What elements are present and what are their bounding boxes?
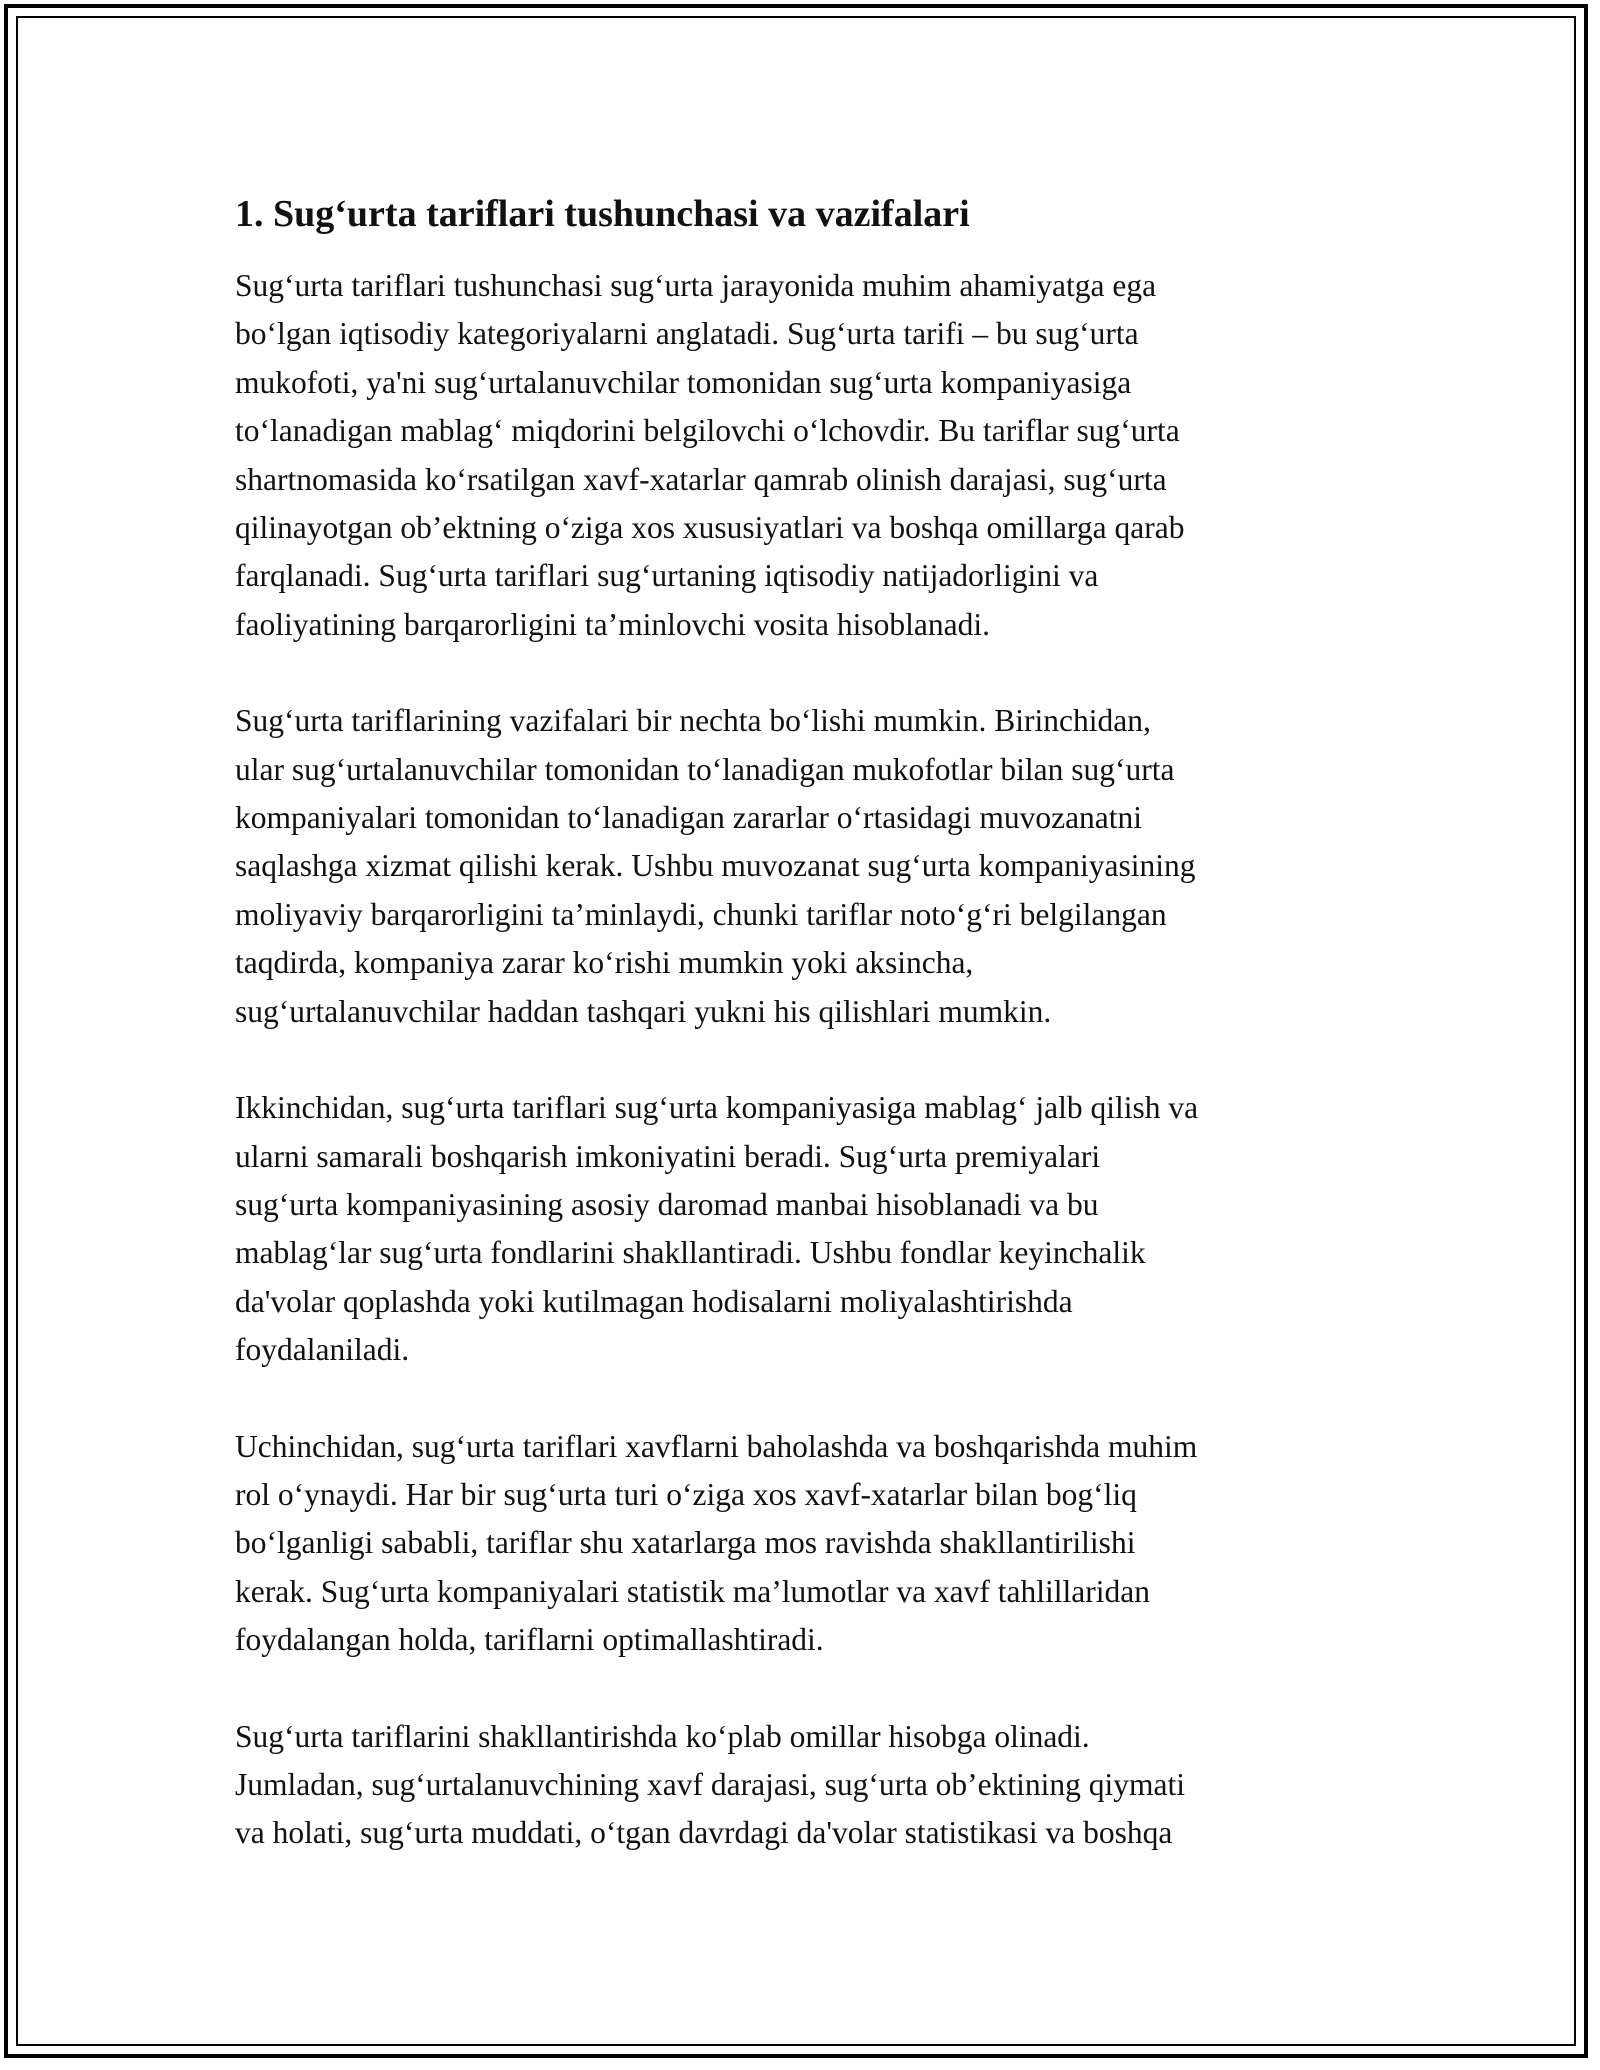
text-line: ular sug‘urtalanuvchilar tomonidan to‘lanadigan mukofotlar bilan sug‘urta (235, 751, 1175, 787)
text-line: Ikkinchidan, sug‘urta tariflari sug‘urta kompaniyasiga mablag‘ jalb qilish va (235, 1090, 1199, 1126)
text-line: Sug‘urta tariflarini shakllantirishda ko‘plab omillar hisobga olinadi. (235, 1718, 1090, 1754)
text-line: kompaniyalari tomonidan to‘lanadigan zararlar o‘rtasidagi muvozanatni (235, 800, 1143, 836)
text-line: Sug‘urta tariflarining vazifalari bir nechta bo‘lishi mumkin. Birinchidan, (235, 703, 1151, 739)
text-line: to‘lanadigan mablag‘ miqdorini belgilovchi o‘lchovdir. Bu tariflar sug‘urta (235, 413, 1180, 449)
text-line: rol o‘ynaydi. Har bir sug‘urta turi o‘ziga xos xavf-xatarlar bilan bog‘liq (235, 1476, 1137, 1512)
paragraph-4 (235, 1423, 1375, 1665)
text-line: Jumladan, sug‘urtalanuvchining xavf darajasi, sug‘urta ob’ektining qiymati (235, 1766, 1186, 1802)
text-line: farqlanadi. Sug‘urta tariflari sug‘urtaning iqtisodiy natijadorligini va (235, 558, 1099, 594)
section-heading: 1. Sug‘urta tariflari tushunchasi va vazifalari (235, 193, 970, 235)
text-line: faoliyatining barqarorligini ta’minlovchi vosita hisoblanadi. (235, 606, 990, 642)
paragraph-5 (235, 1713, 1375, 1858)
text-line: ularni samarali boshqarish imkoniyatini beradi. Sug‘urta premiyalari (235, 1138, 1101, 1174)
text-line: va holati, sug‘urta muddati, o‘tgan davrdagi da'volar statistikasi va boshqa (235, 1815, 1173, 1851)
text-line: da'volar qoplashda yoki kutilmagan hodisalarni moliyalashtirishda (235, 1283, 1073, 1319)
text-line: shartnomasida ko‘rsatilgan xavf-xatarlar qamrab olinish darajasi, sug‘urta (235, 461, 1167, 497)
text-line: qilinayotgan ob’ektning o‘ziga xos xususiyatlari va boshqa omillarga qarab (235, 510, 1185, 546)
text-line: saqlashga xizmat qilishi kerak. Ushbu muvozanat sug‘urta kompaniyasining (235, 848, 1196, 884)
text-line: taqdirda, kompaniya zarar ko‘rishi mumkin yoki aksincha, (235, 945, 974, 981)
paragraph-1 (235, 262, 1375, 649)
document-body (235, 188, 1375, 1906)
text-line: Uchinchidan, sug‘urta tariflari xavflarni baholashda va boshqarishda muhim (235, 1428, 1198, 1464)
text-line: mablag‘lar sug‘urta fondlarini shakllantiradi. Ushbu fondlar keyinchalik (235, 1235, 1146, 1271)
text-line: kerak. Sug‘urta kompaniyalari statistik ma’lumotlar va xavf tahlillaridan (235, 1573, 1150, 1609)
text-line: foydalaniladi. (235, 1332, 410, 1368)
text-line: sug‘urtalanuvchilar haddan tashqari yukni his qilishlari mumkin. (235, 993, 1052, 1029)
text-line: sug‘urta kompaniyasining asosiy daromad manbai hisoblanadi va bu (235, 1186, 1099, 1222)
text-line: foydalangan holda, tariflarni optimallashtiradi. (235, 1622, 824, 1658)
text-line: mukofoti, ya'ni sug‘urtalanuvchilar tomonidan sug‘urta kompaniyasiga (235, 364, 1132, 400)
text-line: moliyaviy barqarorligini ta’minlaydi, chunki tariflar noto‘g‘ri belgilangan (235, 896, 1167, 932)
text-line: bo‘lgan iqtisodiy kategoriyalarni anglatadi. Sug‘urta tarifi – bu sug‘urta (235, 316, 1139, 352)
paragraph-3 (235, 1084, 1375, 1374)
text-line: bo‘lganligi sababli, tariflar shu xatarlarga mos ravishda shakllantirilishi (235, 1525, 1136, 1561)
text-line: Sug‘urta tariflari tushunchasi sug‘urta jarayonida muhim ahamiyatga ega (235, 268, 1157, 303)
paragraph-2 (235, 697, 1375, 1036)
